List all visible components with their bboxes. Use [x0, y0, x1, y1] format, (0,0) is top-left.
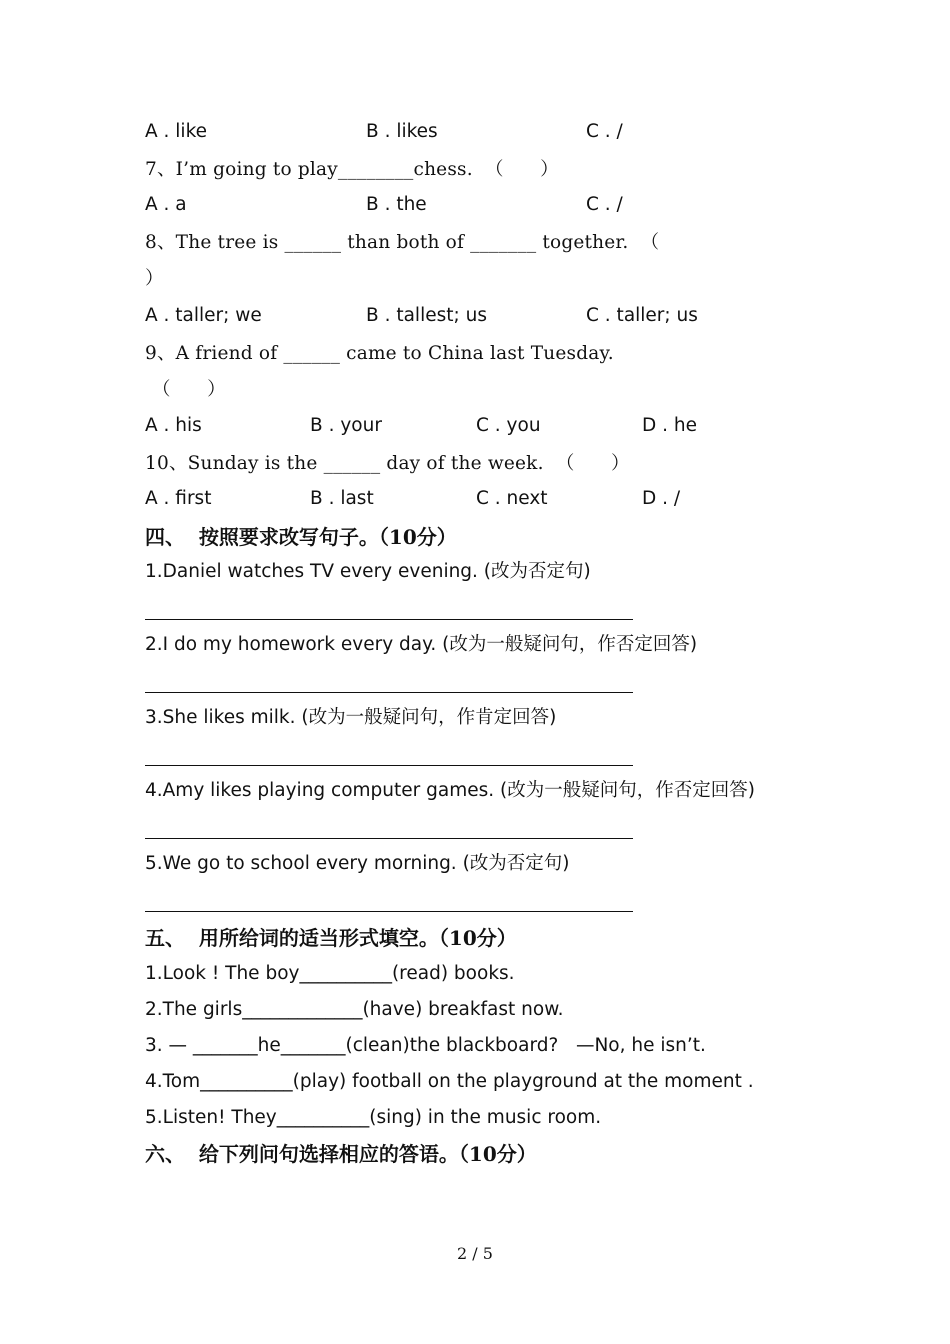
q8-option-b: B . tallest; us	[366, 305, 487, 326]
answer-line-3	[145, 765, 633, 766]
q8-question-cont: ）	[145, 268, 164, 289]
q8-option-a: A . taller; we	[145, 305, 262, 326]
q9-option-c: C . you	[476, 415, 541, 436]
section4-item-3: 3.She likes milk. (改为一般疑问句，作肯定回答)	[145, 707, 557, 728]
q7-option-b: B . the	[366, 194, 427, 215]
q7-option-c: C . /	[586, 194, 623, 215]
section5-heading: 五、 用所给词的适当形式填空。（10分）	[145, 926, 517, 950]
section4-item-5: 5.We go to school every morning. (改为否定句)	[145, 853, 570, 874]
section5-item-5: 5.Listen! They__________(sing) in the music room.	[145, 1107, 602, 1128]
q9-option-b: B . your	[310, 415, 382, 436]
q10-question: 10、Sunday is the ______ day of the week. （ ）	[145, 453, 630, 474]
q6-option-b: B . likes	[366, 121, 438, 142]
q10-option-c: C . next	[476, 488, 548, 509]
section4-item-2: 2.I do my homework every day. (改为一般疑问句，作否定回答)	[145, 634, 698, 655]
q9-option-d: D . he	[642, 415, 697, 436]
q7-option-a: A . a	[145, 194, 187, 215]
answer-line-4	[145, 838, 633, 839]
q6-option-a: A . like	[145, 121, 208, 142]
page-number: 2 / 5	[457, 1244, 493, 1263]
q9-option-a: A . his	[145, 415, 202, 436]
section5-item-4: 4.Tom__________(play) football on the playground at the moment .	[145, 1071, 754, 1092]
answer-line-1	[145, 619, 633, 620]
section4-item-1: 1.Daniel watches TV every evening. (改为否定句)	[145, 561, 591, 582]
q8-question: 8、The tree is ______ than both of _______ together. （	[145, 232, 660, 253]
section4-heading: 四、 按照要求改写句子。（10分）	[145, 525, 457, 549]
answer-line-5	[145, 911, 633, 912]
q10-option-b: B . last	[310, 488, 374, 509]
q9-question-cont: （ ）	[152, 379, 226, 400]
section5-item-2: 2.The girls_____________(have) breakfast now.	[145, 999, 564, 1020]
answer-line-2	[145, 692, 633, 693]
section5-item-1: 1.Look ! The boy__________(read) books.	[145, 963, 515, 984]
q10-option-d: D . /	[642, 488, 681, 509]
q7-question: 7、I’m going to play________chess. （ ）	[145, 159, 559, 180]
section4-item-4: 4.Amy likes playing computer games. (改为一般疑问句，作否定回答)	[145, 780, 755, 801]
section5-item-3: 3. — _______he_______(clean)the blackboard? —No, he isn’t.	[145, 1035, 706, 1056]
q9-question: 9、A friend of ______ came to China last Tuesday.	[145, 343, 614, 364]
q10-option-a: A . first	[145, 488, 212, 509]
q8-option-c: C . taller; us	[586, 305, 698, 326]
q6-option-c: C . /	[586, 121, 623, 142]
section6-heading: 六、 给下列问句选择相应的答语。（10分）	[145, 1142, 537, 1166]
